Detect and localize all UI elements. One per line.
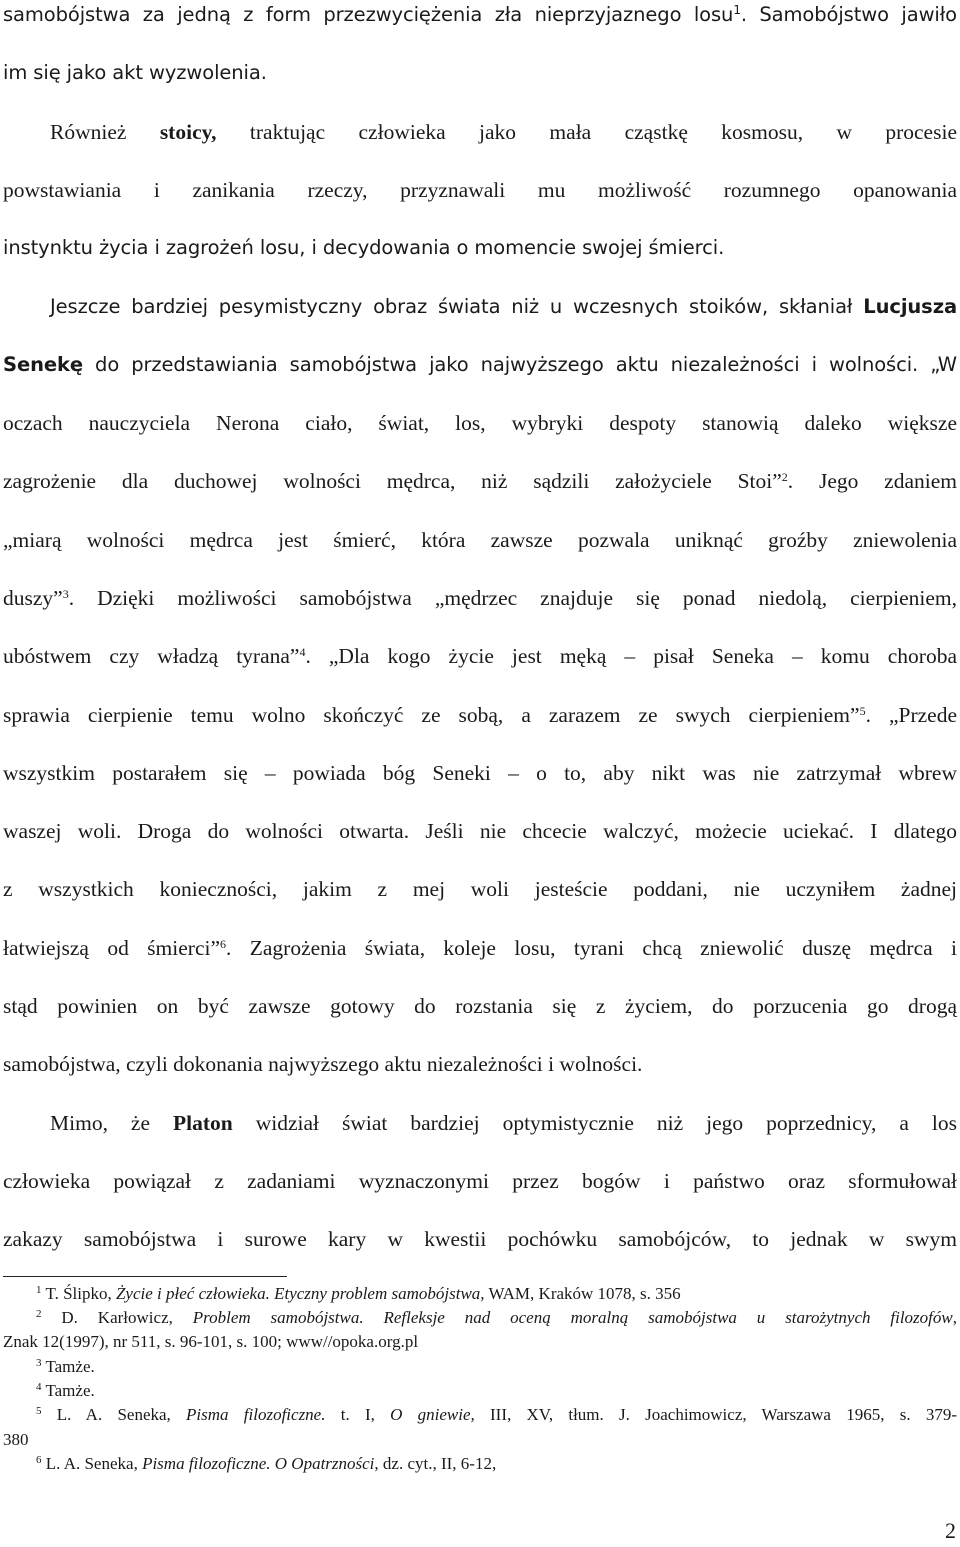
footnote: $^1$ T. Ślipko, Życie i płeć człowieka. Etyczny problem samobójstwa, WAM, Kraków 1078, s. 356 [36, 1284, 681, 1303]
footnote-continuation: 380 [3, 1430, 29, 1449]
text-line: stąd powinien on być zawsze gotowy do rozstania się z życiem, do porzucenia go drogą [3, 994, 957, 1018]
text-line: samobójstwa za jedną z form przezwyciężenia zła nieprzyjaznego losu$^1$. Samobójstwo jawiło [3, 3, 958, 26]
text-line: im się jako akt wyzwolenia. [3, 61, 267, 84]
footnote-ref: 5 [859, 704, 866, 718]
text-line: „miarą wolności mędrca jest śmierć, która zawsze pozwala uniknąć groźby zniewolenia [3, 528, 957, 552]
footnote: $^6$ L. A. Seneka, Pisma filozoficzne. O Opatrzności, dz. cyt., II, 6-12, [36, 1454, 497, 1473]
bold-name: Lucjusza [863, 295, 957, 318]
text-line: łatwiejszą od śmierci”$^6$. Zagrożenia świata, koleje losu, tyrani chcą zniewolić duszę mędrca i [3, 936, 957, 960]
footnote-ref: 6 [220, 937, 226, 951]
text-line: powstawiania i zanikania rzeczy, przyznawali mu możliwość rozumnego opanowania [3, 178, 957, 202]
text-line: wszystkim postarałem się – powiada bóg Seneki – o to, aby nikt was nie zatrzymał wbrew [3, 761, 957, 785]
footnote: $^3$ Tamże. [36, 1357, 95, 1376]
text-line: waszej woli. Droga do wolności otwarta. Jeśli nie chcecie walczyć, możecie uciekać. I dlatego [3, 819, 957, 843]
text-line: Mimo, że Platon widział świat bardziej optymistycznie niż jego poprzednicy, a los [50, 1111, 957, 1135]
footnote-ref: 3 [62, 587, 69, 601]
text-line: Również stoicy, traktując człowieka jako mała cząstkę kosmosu, w procesie [50, 120, 957, 144]
bold-name: Senekę [3, 353, 83, 376]
footnote-continuation: Znak 12(1997), nr 511, s. 96-101, s. 100; www//opoka.org.pl [3, 1332, 419, 1351]
text-line: instynktu życia i zagrożeń losu, i decydowania o momencie swojej śmierci. [3, 236, 725, 259]
footnote: $^2$ D. Karłowicz, Problem samobójstwa. Refleksje nad oceną moralną samobójstwa u starożytnych filozofów, [36, 1308, 957, 1327]
text-line: sprawia cierpienie temu wolno skończyć ze sobą, a zarazem ze swych cierpieniem”$^5$. „Przede [3, 703, 957, 727]
text-line: zagrożenie dla duchowej wolności mędrca, niż sądzili założyciele Stoi”$^2$. Jego zdaniem [3, 469, 957, 493]
text-line: ubóstwem czy władzą tyrana”$^4$. „Dla kogo życie jest męką – pisał Seneka – komu choroba [3, 644, 957, 668]
text-line: oczach nauczyciela Nerona ciało, świat, los, wybryki despoty stanowią daleko większe [3, 411, 957, 435]
text-line: duszy”$^3$. Dzięki możliwości samobójstwa „mędrzec znajduje się ponad niedolą, cierpieniem, [3, 586, 957, 610]
footnote: $^5$ L. A. Seneka, Pisma filozoficzne. t. I, O gniewie, III, XV, tłum. J. Joachimowicz, Warszawa 1965, s. 379- [36, 1405, 957, 1424]
text-line: człowieka powiązał z zadaniami wyznaczonymi przez bogów i państwo oraz sformułował [3, 1169, 957, 1193]
text-line: z wszystkich konieczności, jakim z mej woli jesteście poddani, nie uczyniłem żadnej [3, 877, 957, 901]
footnote-ref: 2 [781, 470, 788, 484]
text-line: Senekę do przedstawiania samobójstwa jako najwyższego aktu niezależności i wolności. „W [3, 353, 957, 376]
text-line: zakazy samobójstwa i surowe kary w kwestii pochówku samobójców, to jednak w swym [3, 1227, 957, 1251]
footnote-ref: 1 [733, 3, 741, 17]
footnote-ref: 4 [299, 645, 306, 659]
bold-name: stoicy, [159, 120, 217, 144]
footnote: $^4$ Tamże. [36, 1381, 95, 1400]
text-line: Jeszcze bardziej pesymistyczny obraz świata niż u wczesnych stoików, skłaniał Lucjusza [50, 295, 957, 318]
footnote-separator [3, 1276, 287, 1277]
text-line: samobójstwa, czyli dokonania najwyższego aktu niezależności i wolności. [3, 1052, 643, 1076]
page-number: 2 [945, 1518, 956, 1543]
bold-name: Platon [173, 1111, 233, 1135]
